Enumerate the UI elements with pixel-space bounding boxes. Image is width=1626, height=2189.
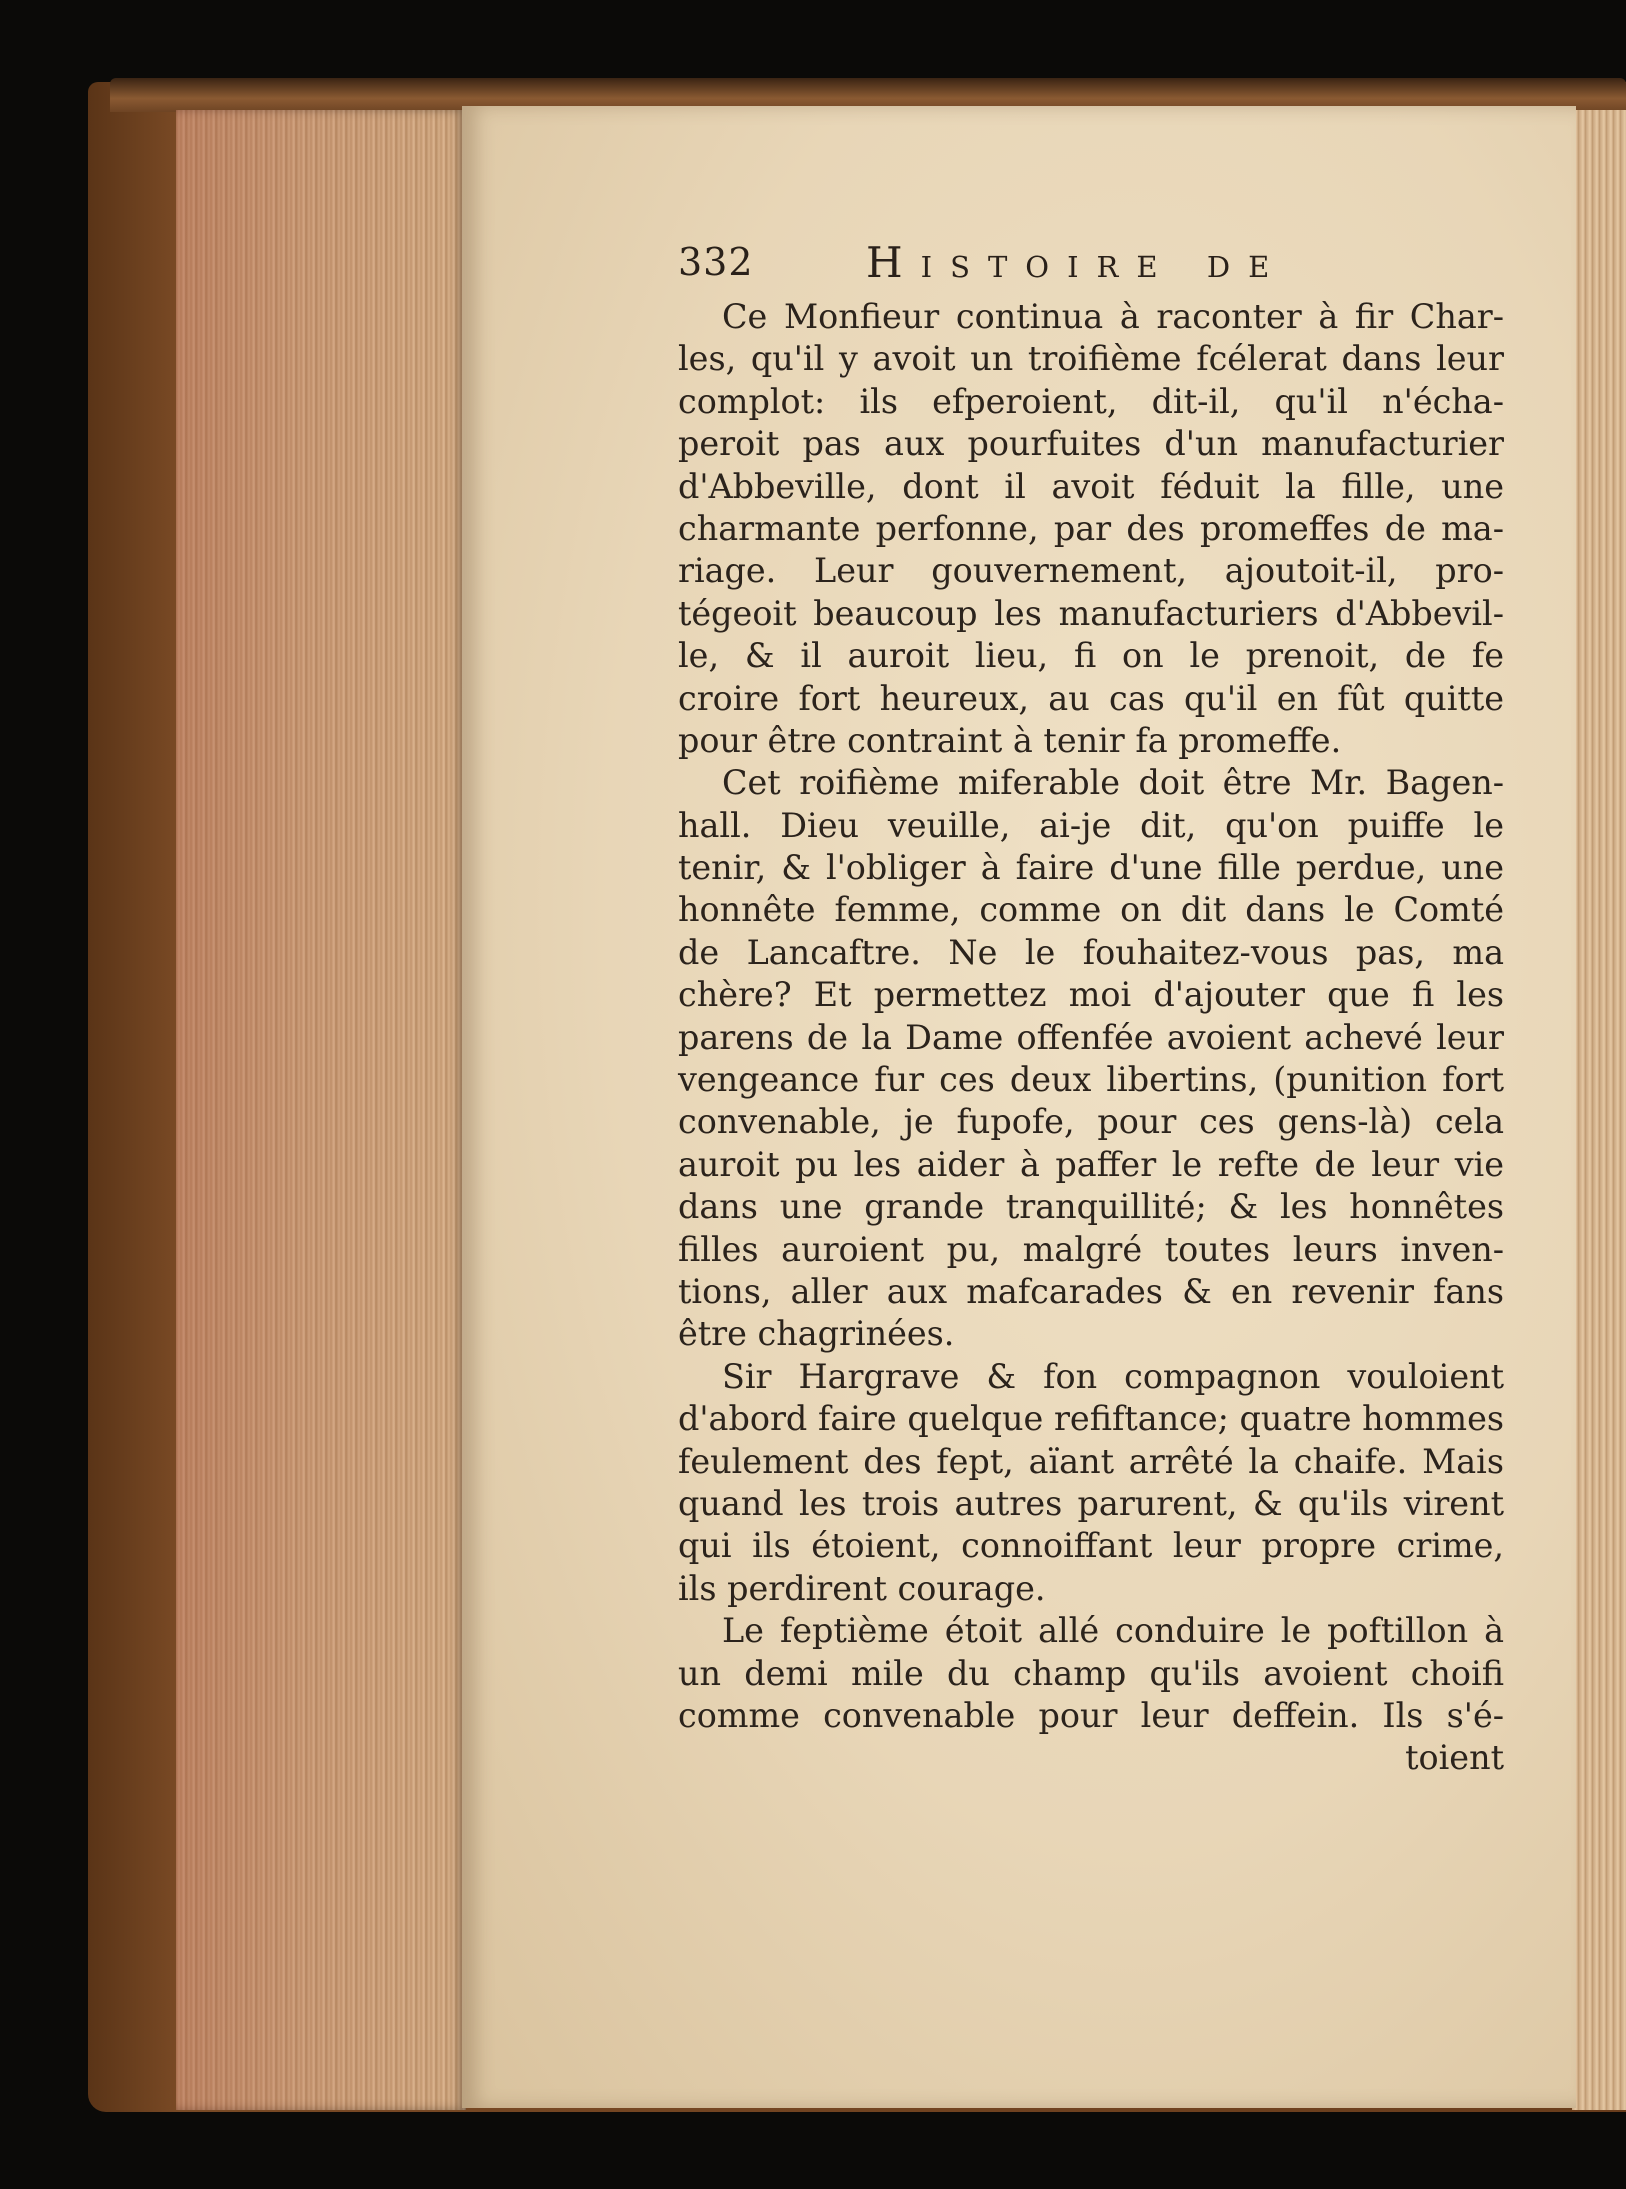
text-line: auroit pu les aider à paffer le refte de leur vie	[678, 1144, 1504, 1184]
text-line: croire fort heureux, au cas qu'il en fût quitte	[678, 678, 1504, 718]
text-line: pour être contraint à tenir fa promeffe.	[678, 720, 1342, 760]
page-edges-left	[176, 110, 466, 2110]
running-head: Histoire de	[866, 238, 1288, 287]
text-line: peroit pas aux pourfuites d'un manufacturier	[678, 424, 1504, 464]
text-line: convenable, je fupofe, pour ces gens-là) cela	[678, 1102, 1504, 1142]
text-line: charmante perfonne, par des promeffes de ma-	[678, 508, 1504, 548]
text-line: feulement des fept, aïant arrêté la chaife. Mais	[678, 1441, 1504, 1481]
text-line: Ce Monfieur continua à raconter à fir Char-	[722, 297, 1504, 336]
text-line: d'abord faire quelque refiftance; quatre hommes	[678, 1399, 1504, 1439]
text-line: le, & il auroit lieu, fi on le prenoit, de fe	[678, 636, 1504, 676]
text-line: Cet roifième miferable doit être Mr. Bagen-	[722, 763, 1504, 803]
catchword: toient	[1405, 1738, 1504, 1778]
text-line: vengeance fur ces deux libertins, (punition fort	[678, 1060, 1504, 1100]
text-line: complot: ils efperoient, dit-il, qu'il n'écha-	[678, 381, 1504, 421]
text-line: hall. Dieu veuille, ai-je dit, qu'on puiffe le	[678, 805, 1504, 845]
text-line: filles auroient pu, malgré toutes leurs inven-	[678, 1229, 1504, 1269]
text-line: les, qu'il y avoit un troifième fcélerat dans leur	[678, 339, 1504, 379]
text-line: riage. Leur gouvernement, ajoutoit-il, pro-	[678, 551, 1504, 591]
text-line: Le feptième étoit allé conduire le poftillon à	[722, 1611, 1504, 1651]
page-header	[678, 240, 1348, 300]
text-line: tenir, & l'obliger à faire d'une fille perdue, une	[678, 848, 1504, 888]
text-line: honnête femme, comme on dit dans le Comté	[678, 890, 1504, 930]
text-line: tions, aller aux mafcarades & en revenir fans	[678, 1271, 1504, 1311]
text-line: ils perdirent courage.	[678, 1568, 1046, 1608]
body-text	[678, 296, 1504, 1780]
text-line: Sir Hargrave & fon compagnon vouloient	[722, 1356, 1504, 1396]
page-edges-right	[1572, 110, 1626, 2110]
page-number: 332	[678, 240, 754, 284]
text-line: dans une grande tranquillité; & les honnêtes	[678, 1187, 1504, 1227]
text-line: qui ils étoient, connoiffant leur propre crime,	[678, 1526, 1504, 1566]
text-line: tégeoit beaucoup les manufacturiers d'Abbevil-	[678, 593, 1504, 633]
text-line: être chagrinées.	[678, 1314, 955, 1354]
text-line: quand les trois autres parurent, & qu'ils virent	[678, 1483, 1504, 1523]
text-line: d'Abbeville, dont il avoit féduit la fille, une	[678, 466, 1504, 506]
text-line: un demi mile du champ qu'ils avoient choifi	[678, 1653, 1504, 1693]
text-line: de Lancaftre. Ne le fouhaitez-vous pas, ma	[678, 932, 1504, 972]
text-line: parens de la Dame offenfée avoient achevé leur	[678, 1017, 1504, 1057]
text-line: chère? Et permettez moi d'ajouter que fi les	[678, 975, 1504, 1015]
text-line: comme convenable pour leur deffein. Ils s'é-	[678, 1695, 1504, 1735]
